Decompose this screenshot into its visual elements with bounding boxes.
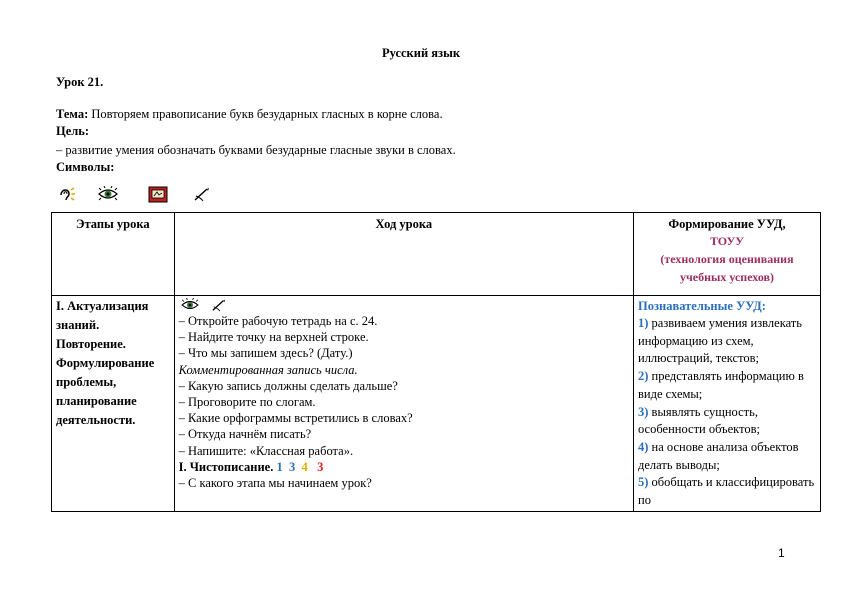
uud-title: Познавательные УУД: — [638, 299, 766, 313]
stage-line: планирование — [56, 394, 137, 408]
table-header-row — [52, 213, 821, 296]
step-line: – Что мы запишем здесь? (Дату.) — [178, 346, 353, 361]
stage-line: Повторение. — [56, 337, 126, 351]
symbols-row — [58, 186, 228, 206]
stage-cell — [52, 296, 175, 512]
calligraphy-digit: 4 — [301, 459, 308, 474]
uud-item — [638, 404, 816, 439]
calligraphy-digit: 3 — [317, 459, 324, 474]
uud-text: представлять информацию в виде схемы; — [638, 369, 804, 401]
stage-line: деятельности. — [56, 413, 136, 427]
stage-line: проблемы, — [56, 375, 117, 389]
calligraphy-digit: 3 — [288, 459, 296, 474]
step-line: – Какую запись должны сделать дальше? — [178, 378, 398, 393]
uud-text: на основе анализа объектов делать выводы; — [638, 439, 799, 472]
stage-line: знаний. — [56, 318, 100, 332]
uud-number: 5) — [638, 475, 649, 490]
calligraphy-label: I. Чистописание. — [178, 459, 274, 474]
stage-line: Формулирование — [56, 356, 155, 370]
symbols-label: Символы: — [56, 160, 115, 174]
uud-item — [638, 474, 816, 509]
header-uud-title: Формирование УУД, — [668, 217, 786, 231]
tv-icon — [148, 186, 168, 203]
ear-icon — [58, 186, 76, 202]
header-stages: Этапы урока — [52, 213, 175, 296]
uud-text: выявлять сущность, особенности объектов; — [638, 404, 761, 437]
header-course: Ход урока — [174, 213, 633, 296]
stage-line: I. Актуализация — [56, 299, 149, 313]
pen-icon — [211, 298, 227, 312]
step-line: – Напишите: «Классная работа». — [178, 443, 354, 458]
calligraphy-line — [179, 459, 629, 475]
goal-label: Цель: — [56, 124, 90, 138]
topic-text: Повторяем правописание букв безударных гласных в корне слова. — [88, 107, 443, 121]
step-line: – Проговорите по слогам. — [178, 395, 316, 410]
course-icons — [179, 297, 629, 313]
course-cell — [174, 296, 633, 512]
step-line: – С какого этапа мы начинаем урок? — [178, 476, 372, 491]
step-line: – Откройте рабочую тетрадь на с. 24. — [178, 314, 378, 328]
uud-item — [638, 368, 816, 403]
uud-number: 1) — [638, 316, 649, 330]
uud-item — [638, 439, 816, 474]
lesson-table — [51, 212, 821, 512]
uud-number: 3) — [638, 404, 649, 419]
step-line: – Откуда начнём писать? — [178, 427, 312, 442]
topic-label: Тема: — [56, 107, 89, 121]
header-tou: ТОУУ — [709, 234, 745, 248]
goal-text: – развитие умения обозначать буквами безударные гласные звуки в словах. — [56, 143, 456, 157]
uud-number: 2) — [638, 369, 649, 384]
uud-text: развиваем умения извлекать информацию из схем, иллюстраций, текстов; — [638, 316, 802, 366]
comment-line: Комментированная запись числа. — [178, 362, 358, 377]
page-number: 1 — [778, 546, 785, 560]
eye-icon — [98, 186, 118, 202]
uud-number: 4) — [638, 439, 649, 454]
uud-cell — [634, 296, 821, 512]
lesson-number: Урок 21. — [56, 75, 104, 89]
uud-item — [638, 315, 816, 368]
uud-text: обобщать и классифицировать по — [638, 475, 815, 508]
calligraphy-digit: 1 — [276, 459, 283, 474]
page-title: Русский язык — [381, 46, 461, 60]
eye-icon — [181, 298, 199, 312]
pen-icon — [193, 186, 211, 202]
table-row — [52, 296, 821, 512]
topic-line — [56, 106, 443, 122]
header-uud — [634, 213, 821, 296]
step-line: – Какие орфограммы встретились в словах? — [178, 411, 413, 426]
header-tou-full: (технология оценивания учебных успехов) — [660, 252, 794, 284]
step-line: – Найдите точку на верхней строке. — [178, 330, 369, 345]
